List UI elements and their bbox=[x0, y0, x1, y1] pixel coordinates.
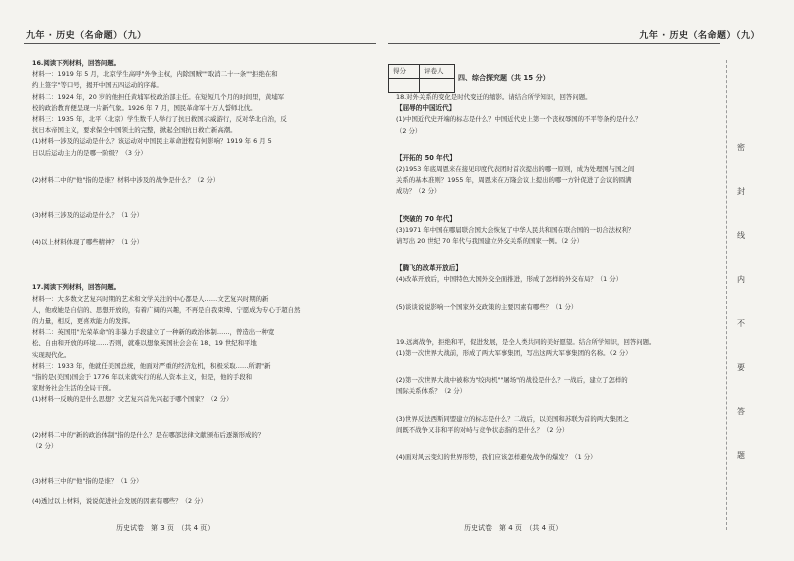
header-rule-left bbox=[24, 43, 376, 44]
q17-sub4: (4)透过以上材料，说说促进社会发展的因素有哪些？（2 分） bbox=[32, 497, 207, 506]
footer-right: 历史试卷 第 4 页 （共 4 页） bbox=[464, 524, 563, 532]
q16-line: 约上签字"等口号，揭开中国五四运动的序幕。 bbox=[32, 81, 163, 90]
q18-sub2-line: 成功？（2 分） bbox=[396, 187, 441, 196]
q17-line: 实现现代化。 bbox=[32, 350, 71, 359]
score-value-cell[interactable] bbox=[389, 79, 420, 92]
q17-line: 人，他或她是自信的、思想开放的，有着广阔的兴趣，不再是自我束缚、宁愿成为专心于超自然 bbox=[32, 305, 301, 314]
q18-heading-1: 【屈辱的中国近代】 bbox=[396, 104, 456, 113]
q16-line: 校的政治教育便呈现一片新气象。1926 年 7 月，国民革命军十万人誓师北伐。 bbox=[32, 103, 257, 112]
seal-char: 要 bbox=[737, 363, 745, 372]
seal-char: 题 bbox=[737, 451, 745, 460]
q16-line: 材料三：1935 年，北平（北京）学生数千人举行了抗日救国示威游行，反对华北自治，反 bbox=[32, 115, 287, 124]
q17-title: 17.阅读下列材料，回答问题。 bbox=[32, 283, 121, 292]
header-left: 九年 · 历史（名命题）（九） bbox=[26, 31, 147, 41]
header-rule-right bbox=[388, 43, 720, 44]
seal-char: 不 bbox=[737, 319, 745, 328]
grader-label: 评卷人 bbox=[424, 67, 444, 75]
q19-title-line: 19.远离战争，拒绝和平，促进发展，是全人类共同的美好愿望。结合所学知识，回答问题。 bbox=[396, 337, 656, 346]
seal-char: 答 bbox=[737, 407, 745, 416]
left-column bbox=[32, 58, 362, 507]
q19-sub4: (4)面对风云变幻的世界形势，我们应该怎样避免战争的爆发？（1 分） bbox=[396, 453, 597, 462]
q16-line: (1)材料一涉及的运动是什么？该运动对中国民主革命进程有何影响？1919 年 6 月 5 bbox=[32, 137, 272, 146]
q17-line: (1)材料一反映的是什么思想？文艺复兴首先兴起于哪个国家？（2 分） bbox=[32, 395, 233, 404]
q17-line: 材料一：大多数文艺复兴时期的艺术和文学关注的中心都是人……文艺复兴时期的新 bbox=[32, 294, 269, 303]
q18-sub5: (5)谈谈说说影响一个国家外交政策的主要因素有哪些？（1 分） bbox=[396, 302, 578, 311]
q18-sub1: (1)中国近代史开端的标志是什么？中国近代史上第一个丧权辱国的不平等条约是什么？ bbox=[396, 115, 642, 124]
q19-title-line: (1)第一次世界大战前，形成了两大军事集团，写出这两大军事集团的名称。（2 分） bbox=[396, 349, 632, 358]
seal-char: 密 bbox=[737, 143, 745, 152]
score-box-header bbox=[388, 64, 455, 79]
seal-char: 内 bbox=[737, 275, 745, 284]
q17-sub3: (3)材料三中的"他"指的是谁？（1 分） bbox=[32, 477, 143, 486]
q18-sub3-line: (3)1971 年中国在哪届联合国大会恢复了中华人民共和国在联合国的一切合法权利？ bbox=[396, 225, 635, 234]
header-right: 九年 · 历史（名命题）（九） bbox=[639, 31, 760, 41]
seal-char: 线 bbox=[737, 231, 745, 240]
q16-title: 16.阅读下列材料，回答问题。 bbox=[32, 59, 121, 67]
q16-line: 材料二：1924 年，20 岁的他担任黄埔军校政治部主任。在短短几个月的时间里，黄埔军 bbox=[32, 92, 285, 101]
q16-line: 材料一：1919 年 5 月，北京学生高呼"外争主权，内除国贼""取消二十一条""拒绝在和 bbox=[32, 70, 278, 79]
grader-value-cell[interactable] bbox=[420, 79, 454, 92]
q17-line: 材料二：英国用"光荣革命"的非暴力手段建立了一种新的政治体制……，曾造出一种宽 bbox=[32, 328, 275, 337]
score-label: 得分 bbox=[389, 65, 420, 78]
q18-sub1b: （2 分） bbox=[396, 126, 422, 135]
q18-sub4: (4)改革开放后，中国特色大国外交全面推进，形成了怎样的外交布局？（1 分） bbox=[396, 275, 623, 284]
q18-title: 18.对外关系的变化是时代变迁的缩影。请结合所学知识，回答问题。 bbox=[396, 93, 592, 101]
q16-sub3: (3)材料三涉及的运动是什么？（1 分） bbox=[32, 211, 144, 220]
q17-line: "指的是(美国)国会于 1776 年以来就实行的私人资本主义，但是，他的手段和 bbox=[32, 373, 252, 382]
q16-line: 日以后运动主力的是哪一阶级？（3 分） bbox=[32, 148, 147, 157]
q19-sub3-line: (3)世界反法西斯同盟建立的标志是什么？二战后，以美国和苏联为首的两大集团之 bbox=[396, 414, 629, 423]
q18-heading-2: 【开拓的 50 年代】 bbox=[396, 153, 456, 162]
q16-sub4: (4)以上材料体现了哪些精神？（1 分） bbox=[32, 238, 144, 247]
q17-sub2a: (2)材料二中的"新的政治体制"指的是什么？是在哪部法律文献颁布后逐渐形成的？ bbox=[32, 430, 265, 439]
seal-dashed-line bbox=[726, 60, 727, 530]
q19-sub3-line: 间既不战争又非和平的对峙与竞争状态指的是什么？（2 分） bbox=[396, 425, 569, 434]
section-title: 四、综合探究题（共 15 分） bbox=[458, 74, 550, 82]
q17-line: 松、自由和开放的环境……否则，就难以想象英国社会会在 18、19 世纪和平地 bbox=[32, 339, 257, 348]
q18-heading-3: 【突破的 70 年代】 bbox=[396, 214, 456, 223]
right-column bbox=[396, 92, 712, 463]
q18-heading-4: 【腾飞的改革开放后】 bbox=[396, 264, 462, 273]
q17-sub2b: （2 分） bbox=[32, 441, 58, 450]
q17-line: 的力量，相反，更喜欢能力的发挥。 bbox=[32, 317, 135, 326]
q18-sub3-line: 请写出 20 世纪 70 年代与我国建立外交关系的国家一例。（2 分） bbox=[396, 237, 584, 246]
q18-sub2-line: (2)1953 年底周恩来在接见印度代表团时首次提出的哪一原则，成为处理国与国之间 bbox=[396, 165, 635, 174]
seal-line-text bbox=[734, 142, 748, 494]
q16-line: 抗日本帝国主义，要求保全中国领土的完整，掀起全国抗日救亡新高潮。 bbox=[32, 126, 237, 135]
q16-sub2: (2)材料二中的"他"指的是谁？材料中涉及的战争是什么？（2 分） bbox=[32, 175, 220, 184]
q17-line: 材料三：1933 年，他就任美国总统，他面对严重的经济危机，积极采取……所谓"新 bbox=[32, 361, 271, 370]
q19-sub2-line: (2)第一次世界大战中被称为"绞肉机""屠场"的战役是什么？一战后，建立了怎样的 bbox=[396, 376, 628, 385]
seal-char: 封 bbox=[737, 187, 745, 196]
score-box-values bbox=[388, 78, 455, 93]
q17-line: 家财务社会生活的全局干预。 bbox=[32, 384, 116, 393]
q18-sub2-line: 关系的基本准则？1955 年，周恩来在万隆会议上提出的哪一方针促进了会议的圆满 bbox=[396, 176, 632, 185]
q19-sub2-line: 国际关系体系？（2 分） bbox=[396, 387, 467, 396]
footer-left: 历史试卷 第 3 页 （共 4 页） bbox=[116, 524, 215, 532]
